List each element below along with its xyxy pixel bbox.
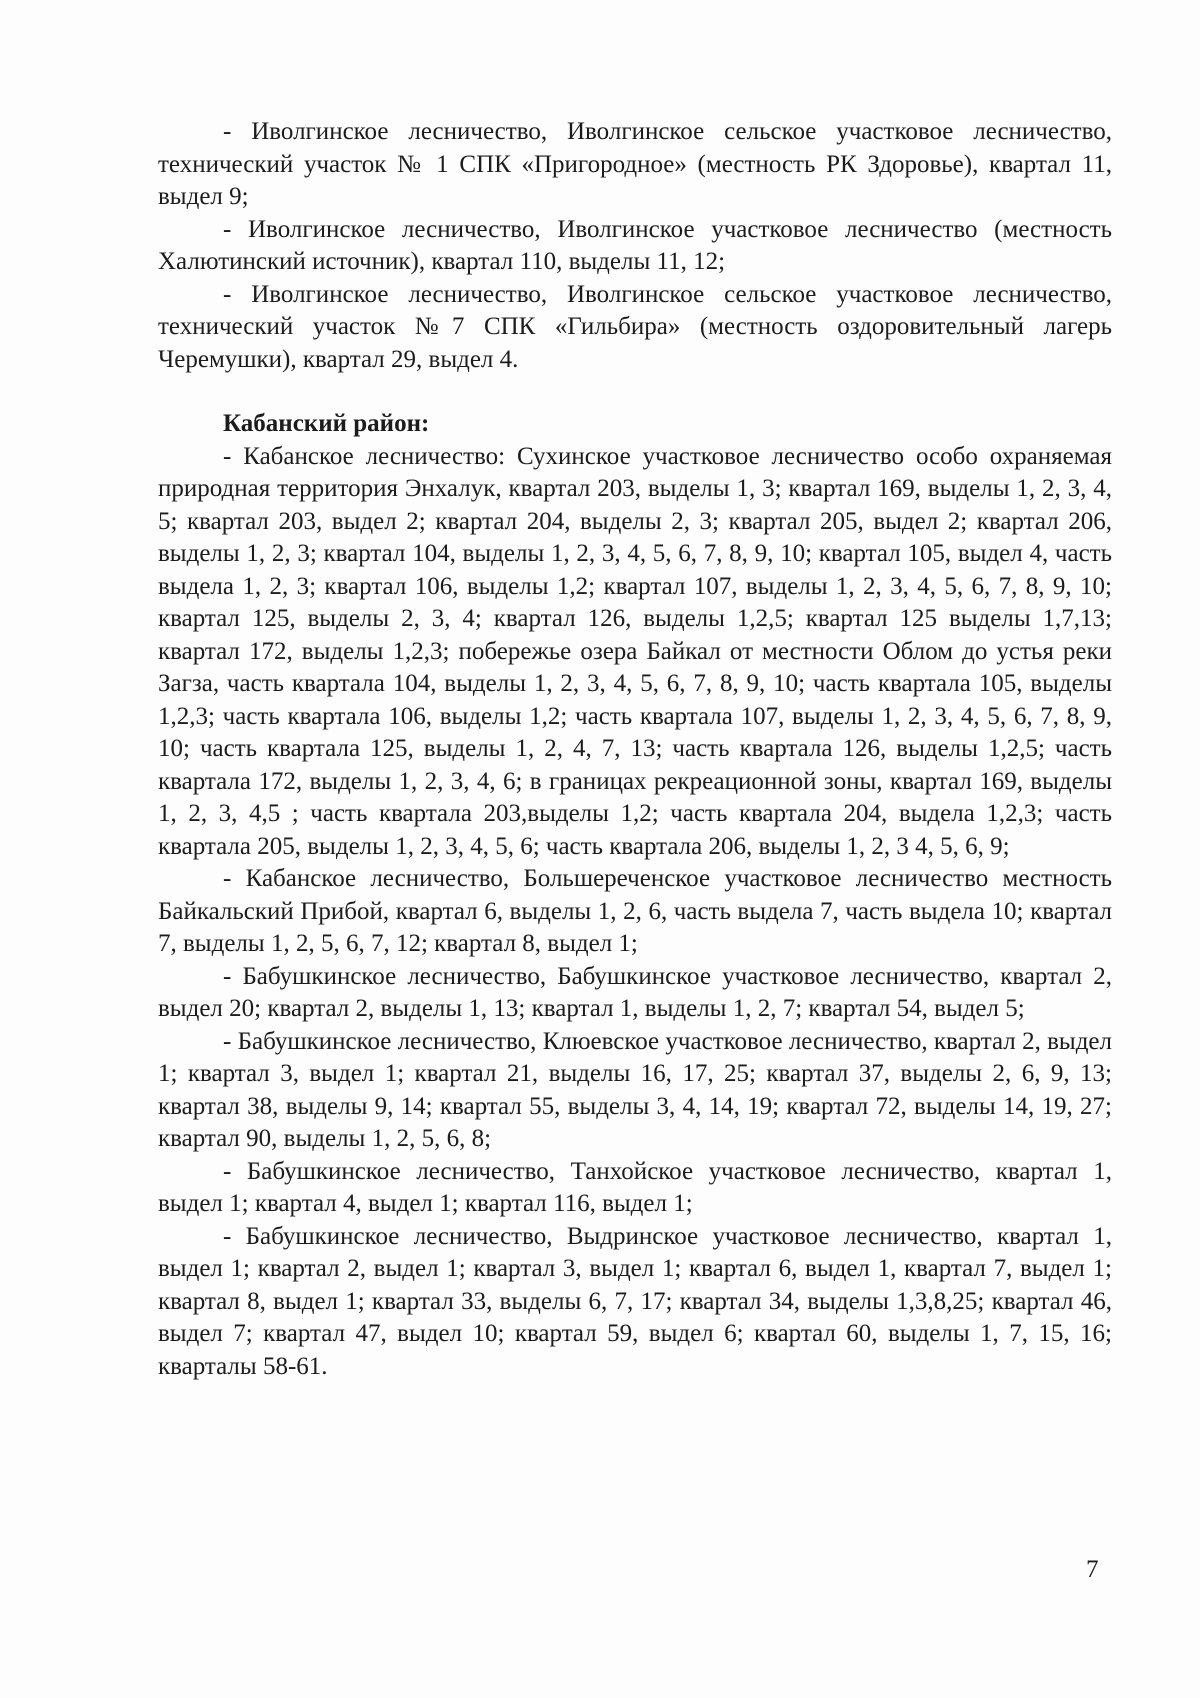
paragraph-babushkinsk-3: - Бабушкинское лесничество, Танхойское участковое лесничество, квартал 1, выдел 1; квартал 4, выдел 1; квартал 116, выдел 1; [158,1157,1112,1217]
section-spacer [158,376,1112,408]
paragraph-babushkinsk-4: - Бабушкинское лесничество, Выдринское участковое лесничество, квартал 1, выдел 1; квартал 2, выдел 1; квартал 3, выдел 1; квартал 6, выдел 1, квартал 7, выдел 1; квартал 8, выдел 1; квартал 33, выделы 6, 7, 17; квартал 34, выделы 1,3,8,25; квартал 46, выдел 7; квартал 47, выдел 10; квартал 59, выдел 6; квартал 60, выделы 1, 7, 15, 16; кварталы 58-61. [158,1222,1112,1380]
paragraph-kabansk-2: - Кабанское лесничество, Большереченское участковое лесничество местность Байкальский Прибой, квартал 6, выделы 1, 2, 6, часть выдела 7, часть выдела 10; квартал 7, выделы 1, 2, 5, 6, 7, 12; квартал 8, выдел 1; [158,865,1112,957]
paragraph-ivolginsk-2: - Иволгинское лесничество, Иволгинское участковое лесничество (местность Халютинский источник), квартал 110, выделы 11, 12; [158,215,1112,275]
page-number: 7 [1086,1556,1099,1583]
paragraph-ivolginsk-1: - Иволгинское лесничество, Иволгинское сельское участковое лесничество, технический участок № 1 СПК «Пригородное» (местность РК Здоровье), квартал 11, выдел 9; [158,118,1112,210]
section-heading: Кабанский район: [223,410,430,437]
paragraph-babushkinsk-1: - Бабушкинское лесничество, Бабушкинское участковое лесничество, квартал 2, выдел 20; квартал 2, выделы 1, 13; квартал 1, выделы 1, 2, 7; квартал 54, выдел 5; [158,962,1112,1022]
paragraph-ivolginsk-3: - Иволгинское лесничество, Иволгинское сельское участковое лесничество, технический участок №7 СПК «Гильбира» (местность оздоровительный лагерь Черемушки), квартал 29, выдел 4. [158,280,1112,373]
paragraph-babushkinsk-2: - Бабушкинское лесничество, Клюевское участковое лесничество, квартал 2, выдел 1; квартал 3, выдел 1; квартал 21, выделы 16, 17, 25; квартал 37, выделы 2, 6, 9, 13; квартал 38, выделы 9, 14; квартал 55, выделы 3, 4, 14, 19; квартал 72, выделы 14, 19, 27; квартал 90, выделы 1, 2, 5, 6, 8; [158,1027,1112,1152]
paragraph-kabansk-1: - Кабанское лесничество: Сухинское участковое лесничество особо охраняемая природная территория Энхалук, квартал 203, выделы 1, 3; квартал 169, выделы 1, 2, 3, 4, 5; квартал 203, выдел 2; квартал 204, выделы 2, 3; квартал 205, выдел 2; квартал 206, выделы 1, 2, 3; квартал 104, выделы 1, 2, 3, 4, 5, 6, 7, 8, 9, 10; квартал 105, выдел 4, часть выдела 1, 2, 3; квартал 106, выделы 1,2; квартал 107, выделы 1, 2, 3, 4, 5, 6, 7, 8, 9, 10; квартал 125, выделы 2, 3, 4; квартал 126, выделы 1,2,5; квартал 125 выделы 1,7,13; квартал 172, выделы 1,2,3; побережье озера Байкал от местности Облом до устья реки Загза, часть квартала 104, выделы 1, 2, 3, 4, 5, 6, 7, 8, 9, 10; часть квартала 105, выделы 1,2,3; часть квартала 106, выделы 1,2; часть квартала 107, выделы 1, 2, 3, 4, 5, 6, 7, 8, 9, 10; часть квартала 125, выделы 1, 2, 4, 7, 13; часть квартала 126, выделы 1,2,5; часть квартала 172, выделы 1, 2, 3, 4, 6; в границах рекреационной зоны, квартал 169, выделы 1, 2, 3, 4,5 ; часть квартала 203,выделы 1,2; часть квартала 204, выдела 1,2,3; часть квартала 205, выделы 1, 2, 3, 4, 5, 6; часть квартала 206, выделы 1, 2, 3 4, 5, 6, 9; [158,442,1112,860]
document-body [158,116,1112,1383]
